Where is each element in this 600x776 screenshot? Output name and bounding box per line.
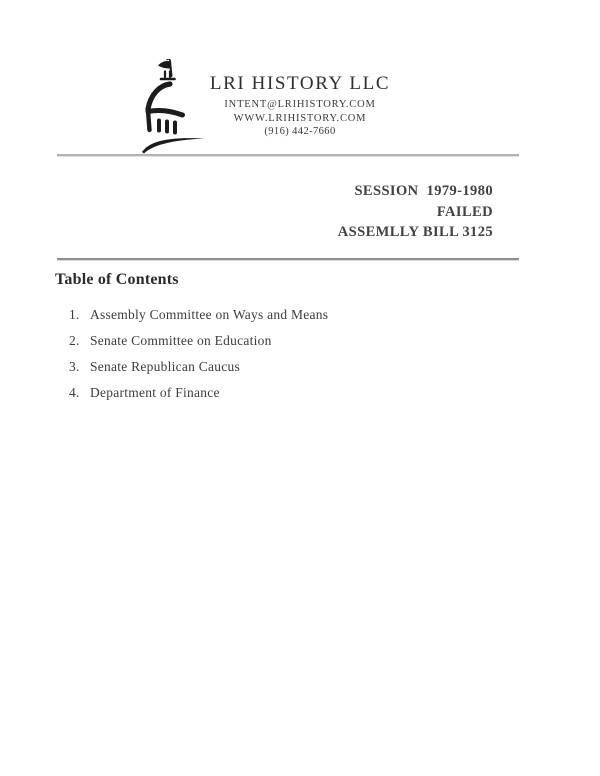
toc-item-label: Senate Republican Caucus: [90, 359, 240, 374]
toc-item: [69, 302, 328, 328]
toc-item: [69, 354, 328, 380]
toc-item: [69, 328, 328, 354]
company-website: WWW.LRIHISTORY.COM: [233, 113, 367, 124]
company-name: LRI HISTORY LLC: [209, 73, 391, 94]
bill-label: ASSEMLLY BILL 3125: [337, 224, 493, 240]
case-header: [338, 181, 493, 243]
divider-top: [57, 154, 519, 156]
divider-bottom: [57, 258, 519, 260]
toc-item-label: Senate Committee on Education: [90, 333, 272, 348]
toc-item: [69, 380, 328, 406]
toc-item-label: Assembly Committee on Ways and Means: [90, 307, 329, 322]
toc-item-number: 4.: [69, 385, 80, 400]
toc-item-number: 3.: [69, 359, 80, 374]
toc-heading: Table of Contents: [55, 271, 179, 288]
toc-item-number: 2.: [69, 333, 80, 348]
session-label: SESSION 1979-1980: [354, 183, 493, 199]
toc-list: [69, 302, 328, 406]
status-label: FAILED: [436, 203, 493, 220]
company-phone: (916) 442-7660: [264, 126, 336, 137]
toc-item-number: 1.: [69, 307, 80, 322]
company-email: INTENT@LRIHISTORY.COM: [224, 99, 376, 110]
toc-item-label: Department of Finance: [90, 385, 220, 400]
